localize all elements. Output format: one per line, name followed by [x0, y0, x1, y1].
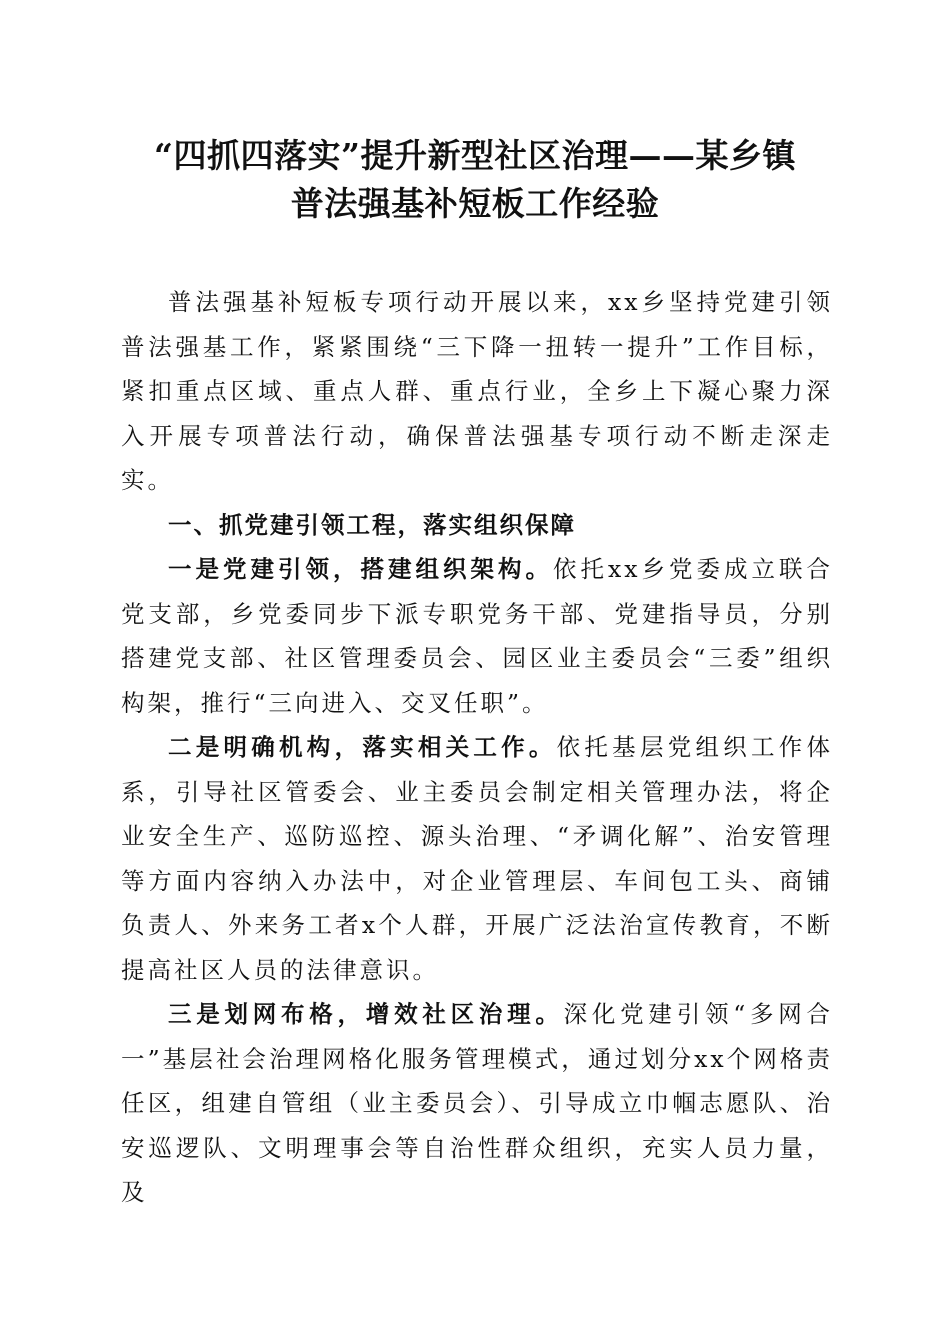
paragraph-2-text: 依托基层党组织工作体系，引导社区管委会、业主委员会制定相关管理办法，将企业安全生产、巡防巡控、源头治理、“矛调化解”、治安管理等方面内容纳入办法中，对企业管理层、车间包工头、商铺负责人、外来务工者x个人群，开展广泛法治宣传教育，不断提高社区人员的法律意识。 — [121, 733, 834, 984]
paragraph-1-text: 依托xx乡党委成立联合党支部，乡党委同步下派专职党务干部、党建指导员，分别搭建党支部、社区管理委员会、园区业主委员会“三委”组织构架，推行“三向进入、交叉任职”。 — [121, 555, 834, 717]
document-body — [121, 280, 833, 1215]
paragraph-2 — [121, 725, 833, 992]
paragraph-2-lead: 二是明确机构，落实相关工作。 — [168, 733, 557, 761]
intro-paragraph: 普法强基补短板专项行动开展以来，xx乡坚持党建引领普法强基工作，紧紧围绕“三下降一扭转一提升”工作目标，紧扣重点区域、重点人群、重点行业，全乡上下凝心聚力深入开展专项普法行动，确保普法强基专项行动不断走深走实。 — [121, 288, 833, 494]
title-line-2: 普法强基补短板工作经验 — [290, 184, 660, 223]
paragraph-1 — [121, 547, 833, 725]
paragraph-1-lead: 一是党建引领，搭建组织架构。 — [168, 555, 553, 583]
paragraph-3 — [121, 992, 833, 1215]
paragraph-3-text: 深化党建引领“多网合一”基层社会治理网格化服务管理模式，通过划分xx个网格责任区，组建自管组（业主委员会）、引导成立巾帼志愿队、治安巡逻队、文明理事会等自治性群众组织，充实人员力量，及 — [121, 1000, 834, 1206]
section-heading-1: 一、抓党建引领工程，落实组织保障 — [168, 510, 576, 539]
paragraph-3-lead: 三是划网布格，增效社区治理。 — [168, 1000, 564, 1028]
document-title — [100, 132, 850, 228]
title-line-1: “四抓四落实”提升新型社区治理——某乡镇 — [154, 136, 796, 175]
